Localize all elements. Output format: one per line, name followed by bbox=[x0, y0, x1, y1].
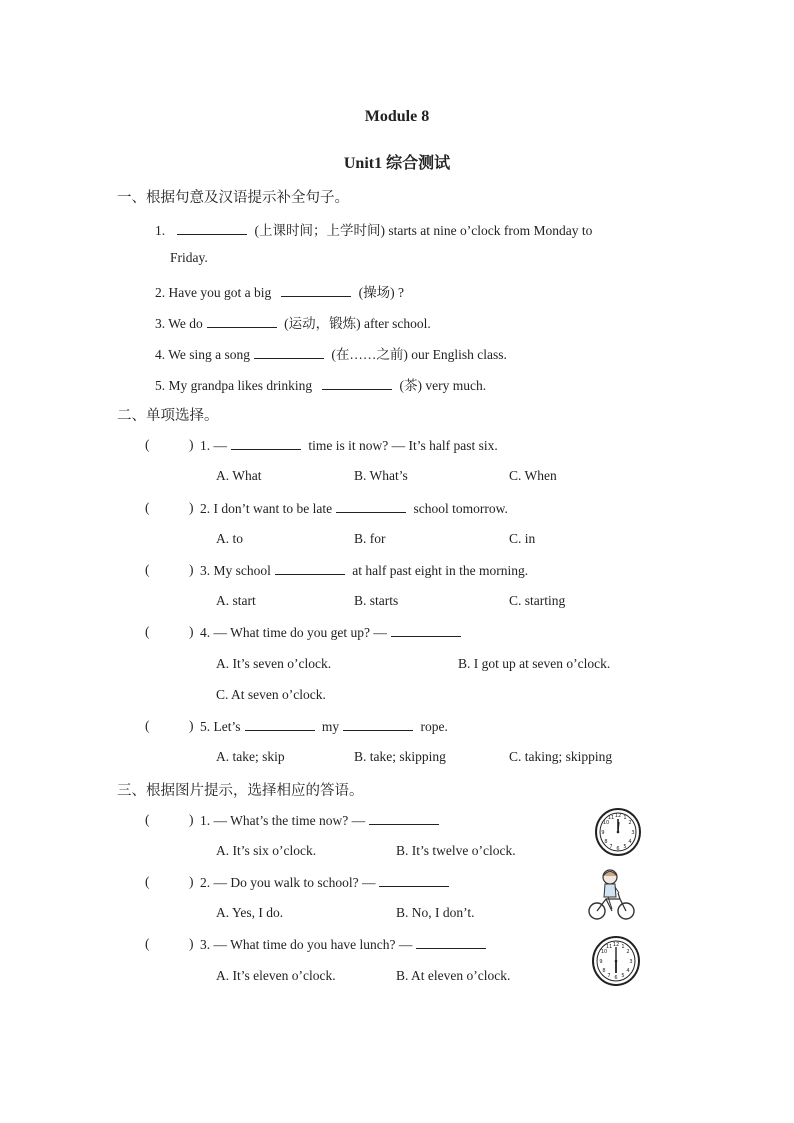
part3-q2-b: B. No, I don’t. bbox=[396, 905, 475, 920]
svg-text:4: 4 bbox=[628, 839, 632, 845]
part3-q2: 2. — Do you walk to school? — bbox=[200, 874, 453, 891]
part3-heading: 三、根据图片提示，选择相应的答语。 bbox=[117, 783, 364, 799]
answer-paren-open: ( bbox=[145, 718, 150, 733]
clock-icon bbox=[594, 807, 642, 857]
module-title: Module 8 bbox=[364, 108, 430, 125]
unit-title: Unit1 综合测试 bbox=[343, 155, 451, 172]
part1-q4: 4. We sing a song (在……之前) our English class. bbox=[155, 347, 507, 362]
part1-q5: 5. My grandpa likes drinking (茶) very much. bbox=[155, 378, 487, 393]
part2-q3-a: A. start bbox=[216, 593, 256, 608]
part2-q3-b: B. starts bbox=[354, 593, 399, 608]
part2-q4-c: C. At seven o’clock. bbox=[216, 687, 326, 702]
svg-text:7: 7 bbox=[609, 844, 613, 850]
part3-q3: 3. — What time do you have lunch? — bbox=[200, 936, 490, 953]
svg-text:2: 2 bbox=[628, 820, 632, 826]
answer-paren-close: ) bbox=[189, 500, 194, 515]
part2-heading: 二、单项选择。 bbox=[117, 408, 219, 424]
svg-text:6: 6 bbox=[616, 846, 620, 852]
svg-text:8: 8 bbox=[604, 839, 608, 845]
part2-q1-b: B. What’s bbox=[354, 468, 408, 483]
part3-q3-a: A. It’s eleven o’clock. bbox=[216, 968, 336, 983]
svg-text:10: 10 bbox=[602, 820, 610, 826]
answer-paren-close: ) bbox=[189, 936, 194, 951]
part1-q2: 2. Have you got a big (操场) ? bbox=[155, 285, 404, 300]
svg-text:2: 2 bbox=[626, 949, 630, 955]
part3-q3-b: B. At eleven o’clock. bbox=[396, 968, 511, 983]
part2-q4: 4. — What time do you get up? — bbox=[200, 624, 465, 641]
answer-paren-close: ) bbox=[189, 562, 194, 577]
svg-text:12: 12 bbox=[614, 813, 622, 819]
svg-text:8: 8 bbox=[602, 968, 606, 974]
part3-q2-a: A. Yes, I do. bbox=[216, 905, 284, 920]
part1-q1: 1. (上课时间；上学时间) starts at nine o’clock from Monday to bbox=[155, 223, 593, 238]
answer-paren-open: ( bbox=[145, 500, 150, 515]
svg-text:5: 5 bbox=[623, 844, 627, 850]
svg-text:10: 10 bbox=[600, 949, 608, 955]
answer-paren-close: ) bbox=[189, 718, 194, 733]
svg-text:11: 11 bbox=[607, 815, 615, 821]
svg-text:6: 6 bbox=[614, 975, 618, 981]
part2-q4-b: B. I got up at seven o’clock. bbox=[458, 656, 611, 671]
svg-text:7: 7 bbox=[607, 973, 611, 979]
part2-q2-c: C. in bbox=[509, 531, 536, 546]
part1-q3: 3. We do (运动，锻炼) after school. bbox=[155, 316, 431, 331]
part1-heading: 一、根据句意及汉语提示补全句子。 bbox=[117, 190, 349, 206]
svg-text:1: 1 bbox=[621, 944, 625, 950]
part2-q1-c: C. When bbox=[509, 468, 557, 483]
part2-q3: 3. My school at half past eight in the morning. bbox=[200, 563, 529, 578]
part2-q2-a: A. to bbox=[216, 531, 243, 546]
part3-q1-b: B. It’s twelve o’clock. bbox=[396, 843, 516, 858]
svg-text:12: 12 bbox=[612, 942, 620, 948]
answer-paren-open: ( bbox=[145, 874, 150, 889]
svg-text:3: 3 bbox=[631, 830, 635, 836]
part2-q5-c: C. taking; skipping bbox=[509, 749, 613, 764]
svg-text:3: 3 bbox=[629, 959, 633, 965]
svg-text:5: 5 bbox=[621, 973, 625, 979]
answer-paren-open: ( bbox=[145, 812, 150, 827]
answer-paren-open: ( bbox=[145, 936, 150, 951]
svg-text:9: 9 bbox=[601, 830, 605, 836]
part2-q1: 1. — time is it now? — It’s half past six. bbox=[200, 438, 498, 453]
part2-q5-a: A. take; skip bbox=[216, 749, 285, 764]
part2-q2-b: B. for bbox=[354, 531, 386, 546]
part2-q5: 5. Let’s my rope. bbox=[200, 719, 448, 734]
answer-paren-close: ) bbox=[189, 624, 194, 639]
part2-q2: 2. I don’t want to be late school tomorrow. bbox=[200, 501, 508, 516]
part1-q1-cont: Friday. bbox=[170, 250, 208, 265]
part2-q4-a: A. It’s seven o’clock. bbox=[216, 656, 332, 671]
answer-paren-open: ( bbox=[145, 562, 150, 577]
part3-q1: 1. — What’s the time now? — bbox=[200, 812, 443, 829]
bicycle-rider-icon bbox=[586, 867, 638, 923]
answer-paren-close: ) bbox=[189, 812, 194, 827]
answer-paren-open: ( bbox=[145, 624, 150, 639]
svg-text:11: 11 bbox=[605, 944, 613, 950]
answer-paren-close: ) bbox=[189, 874, 194, 889]
clock-icon bbox=[591, 935, 641, 987]
answer-paren-close: ) bbox=[189, 437, 194, 452]
part2-q1-a: A. What bbox=[216, 468, 262, 483]
svg-text:1: 1 bbox=[623, 815, 627, 821]
answer-paren-open: ( bbox=[145, 437, 150, 452]
svg-text:4: 4 bbox=[626, 968, 630, 974]
part2-q3-c: C. starting bbox=[509, 593, 566, 608]
part3-q1-a: A. It’s six o’clock. bbox=[216, 843, 317, 858]
svg-text:9: 9 bbox=[599, 959, 603, 965]
part2-q5-b: B. take; skipping bbox=[354, 749, 446, 764]
